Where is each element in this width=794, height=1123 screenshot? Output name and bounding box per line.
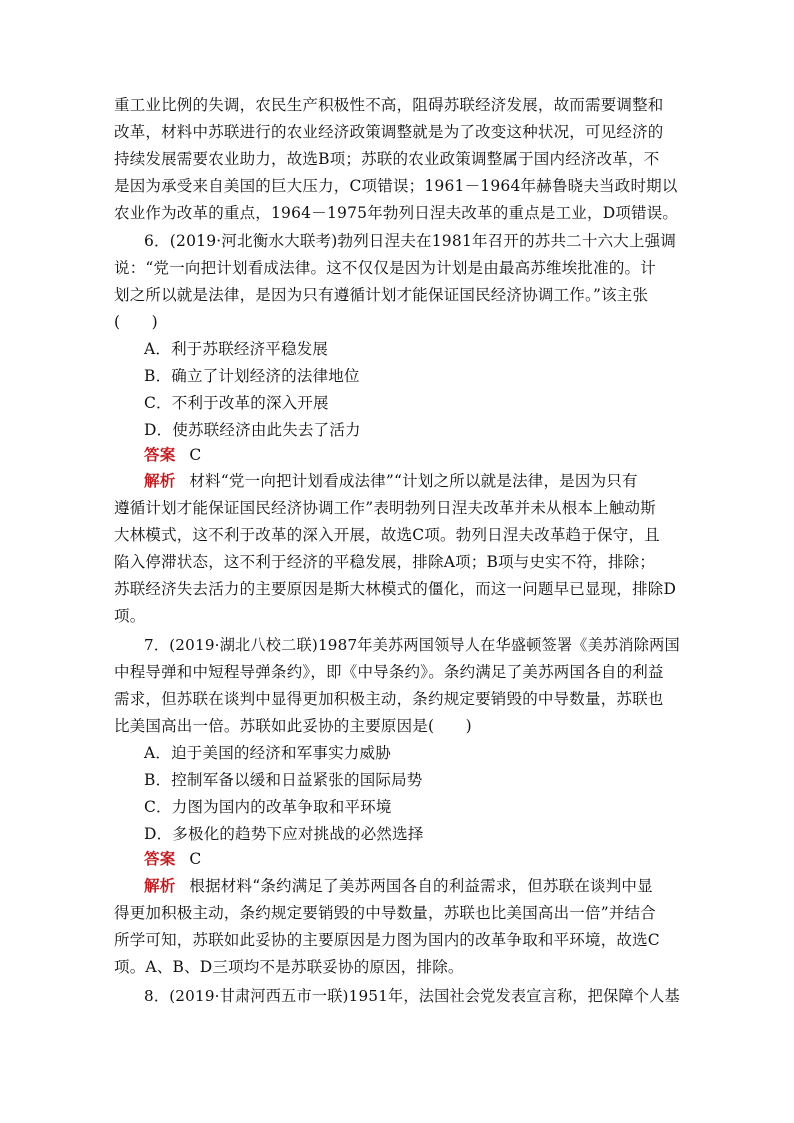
text-line: 说：“党一向把计划看成法律。这不仅仅是因为计划是由最高苏维埃批准的。计 [114, 259, 656, 277]
answer-line [144, 442, 680, 468]
answer-value: C [189, 850, 202, 868]
text-line: 项。A、B、D三项均不是苏联妥协的原因，排除。 [114, 958, 464, 976]
analysis-line [144, 873, 680, 899]
answer-blank: ( ) [114, 313, 158, 331]
analysis-label: 解析 [144, 876, 176, 895]
text-line: 得更加积极主动，条约规定要销毁的中导数量，苏联也比美国高出一倍”并结合 [114, 904, 656, 922]
text-line: 所学可知，苏联如此妥协的主要原因是力图为国内的改革争取和平环境，故选C [114, 931, 660, 949]
text-line: 苏联经济失去活力的主要原因是斯大林模式的僵化，而这一问题早已显现，排除D [114, 580, 677, 598]
text-line: 划之所以就是法律，是因为只有遵循计划才能保证国民经济协调工作。”该主张 [114, 286, 649, 304]
option-c: C．不利于改革的深入开展 [144, 394, 329, 412]
text-line: 改革，材料中苏联进行的农业经济政策调整就是为了改变这种状况，可见经济的 [114, 123, 664, 141]
text-line: 项。 [114, 607, 146, 625]
analysis-text: 根据材料“条约满足了美苏两国各自的利益需求，但苏联在谈判中显 [189, 877, 653, 895]
analysis-line [144, 468, 680, 494]
text-line: 大林模式，这不利于改革的深入开展，故选C项。勃列日涅夫改革趋于保守，且 [114, 526, 660, 544]
option-a: A．迫于美国的经济和军事实力威胁 [144, 744, 391, 762]
question-8-stem: 8．(2019·甘肃河西五市一联)1951年，法国社会党发表宣言称，把保障个人基 [144, 987, 680, 1005]
answer-line [144, 846, 680, 872]
text-line: 农业作为改革的重点，1964－1975年勃列日涅夫改革的重点是工业，D项错误。 [114, 204, 679, 222]
option-d: D．使苏联经济由此失去了活力 [144, 421, 361, 439]
option-b: B．确立了计划经济的法律地位 [144, 367, 360, 385]
option-d: D．多极化的趋势下应对挑战的必然选择 [144, 825, 424, 843]
text-line: 是因为承受来自美国的巨大压力，C项错误；1961－1964年赫鲁晓夫当政时期以 [114, 177, 678, 195]
question-6-stem: 6．(2019·河北衡水大联考)勃列日涅夫在1981年召开的苏共二十六大上强调 [144, 232, 677, 250]
text-line: 需求，但苏联在谈判中显得更加积极主动，条约规定要销毁的中导数量，苏联也 [114, 690, 664, 708]
text-line: 中程导弹和中短程导弹条约》，即《中导条约》。条约满足了美苏两国各自的利益 [114, 663, 664, 681]
option-c: C．力图为国内的改革争取和平环境 [144, 798, 392, 816]
question-7-stem: 7．(2019·湖北八校二联)1987年美苏两国领导人在华盛顿签署《美苏消除两国 [144, 636, 680, 654]
analysis-text: 材料“党一向把计划看成法律”“计划之所以就是法律，是因为只有 [189, 472, 638, 490]
option-b: B．控制军备以缓和日益紧张的国际局势 [144, 771, 423, 789]
answer-value: C [189, 446, 202, 464]
text-line: 重工业比例的失调，农民生产积极性不高，阻碍苏联经济发展，故而需要调整和 [114, 96, 664, 114]
text-line: 遵循计划才能保证国民经济协调工作”表明勃列日涅夫改革并未从根本上触动斯 [114, 499, 656, 517]
text-line: 比美国高出一倍。苏联如此妥协的主要原因是( ) [114, 717, 472, 735]
text-line: 陷入停滞状态，这不利于经济的平稳发展，排除A项；B项与史实不符，排除； [114, 553, 656, 571]
answer-label: 答案 [144, 849, 176, 868]
analysis-label: 解析 [144, 471, 176, 490]
option-a: A．利于苏联经济平稳发展 [144, 340, 329, 358]
text-line: 持续发展需要农业助力，故选B项；苏联的农业政策调整属于国内经济改革，不 [114, 150, 660, 168]
answer-label: 答案 [144, 445, 176, 464]
